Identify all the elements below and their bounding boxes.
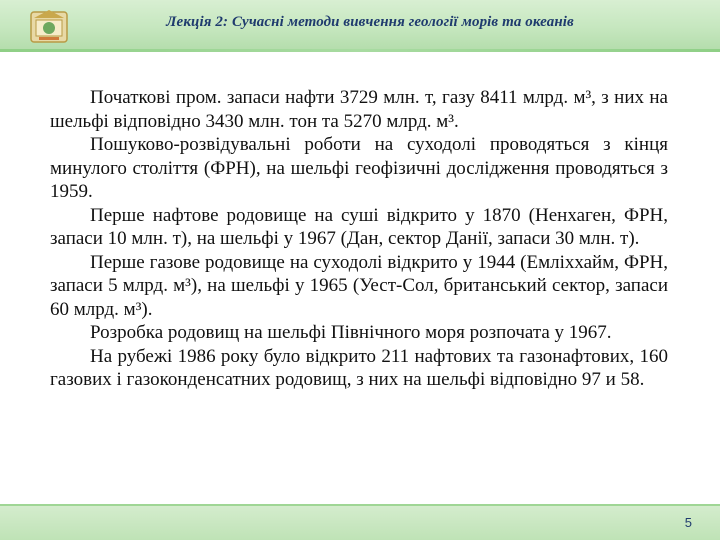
university-logo-icon bbox=[28, 6, 70, 46]
paragraph: Пошуково-розвідувальні роботи на суходолі проводяться з кінця минулого століття (ФРН), на шельфі геофізичні дослідження проводяться з 1959. bbox=[50, 134, 668, 202]
paragraph: Початкові пром. запаси нафти 3729 млн. т, газу 8411 млрд. м³, з них на шельфі відповідно 3430 млн. тон та 5270 млрд. м³. bbox=[50, 87, 668, 132]
paragraph: Перше газове родовище на суходолі відкрито у 1944 (Емліххайм, ФРН, запаси 5 млрд. м³), на шельфі у 1965 (Уест-Сол, британський сектор, запаси 60 млрд. м³). bbox=[50, 251, 668, 320]
page-number: 5 bbox=[684, 515, 692, 530]
paragraph: Перше нафтове родовище на суші відкрито у 1870 (Ненхаген, ФРН, запаси 10 млн. т), на шельфі у 1967 (Дан, сектор Данії, запаси 30 млн. т). bbox=[50, 204, 668, 249]
header-divider bbox=[0, 49, 720, 52]
lecture-title: Лекція 2: Сучасні методи вивчення геології морів та океанів bbox=[166, 14, 574, 30]
footer-band bbox=[0, 506, 720, 540]
body-text bbox=[50, 86, 668, 392]
paragraph: На рубежі 1986 року було відкрито 211 нафтових та газонафтових, 160 газових і газоконденсатних родовищ, з них на шельфі відповідно 97 и 58. bbox=[50, 345, 668, 390]
paragraph: Розробка родовищ на шельфі Північного моря розпочата у 1967. bbox=[90, 322, 612, 343]
